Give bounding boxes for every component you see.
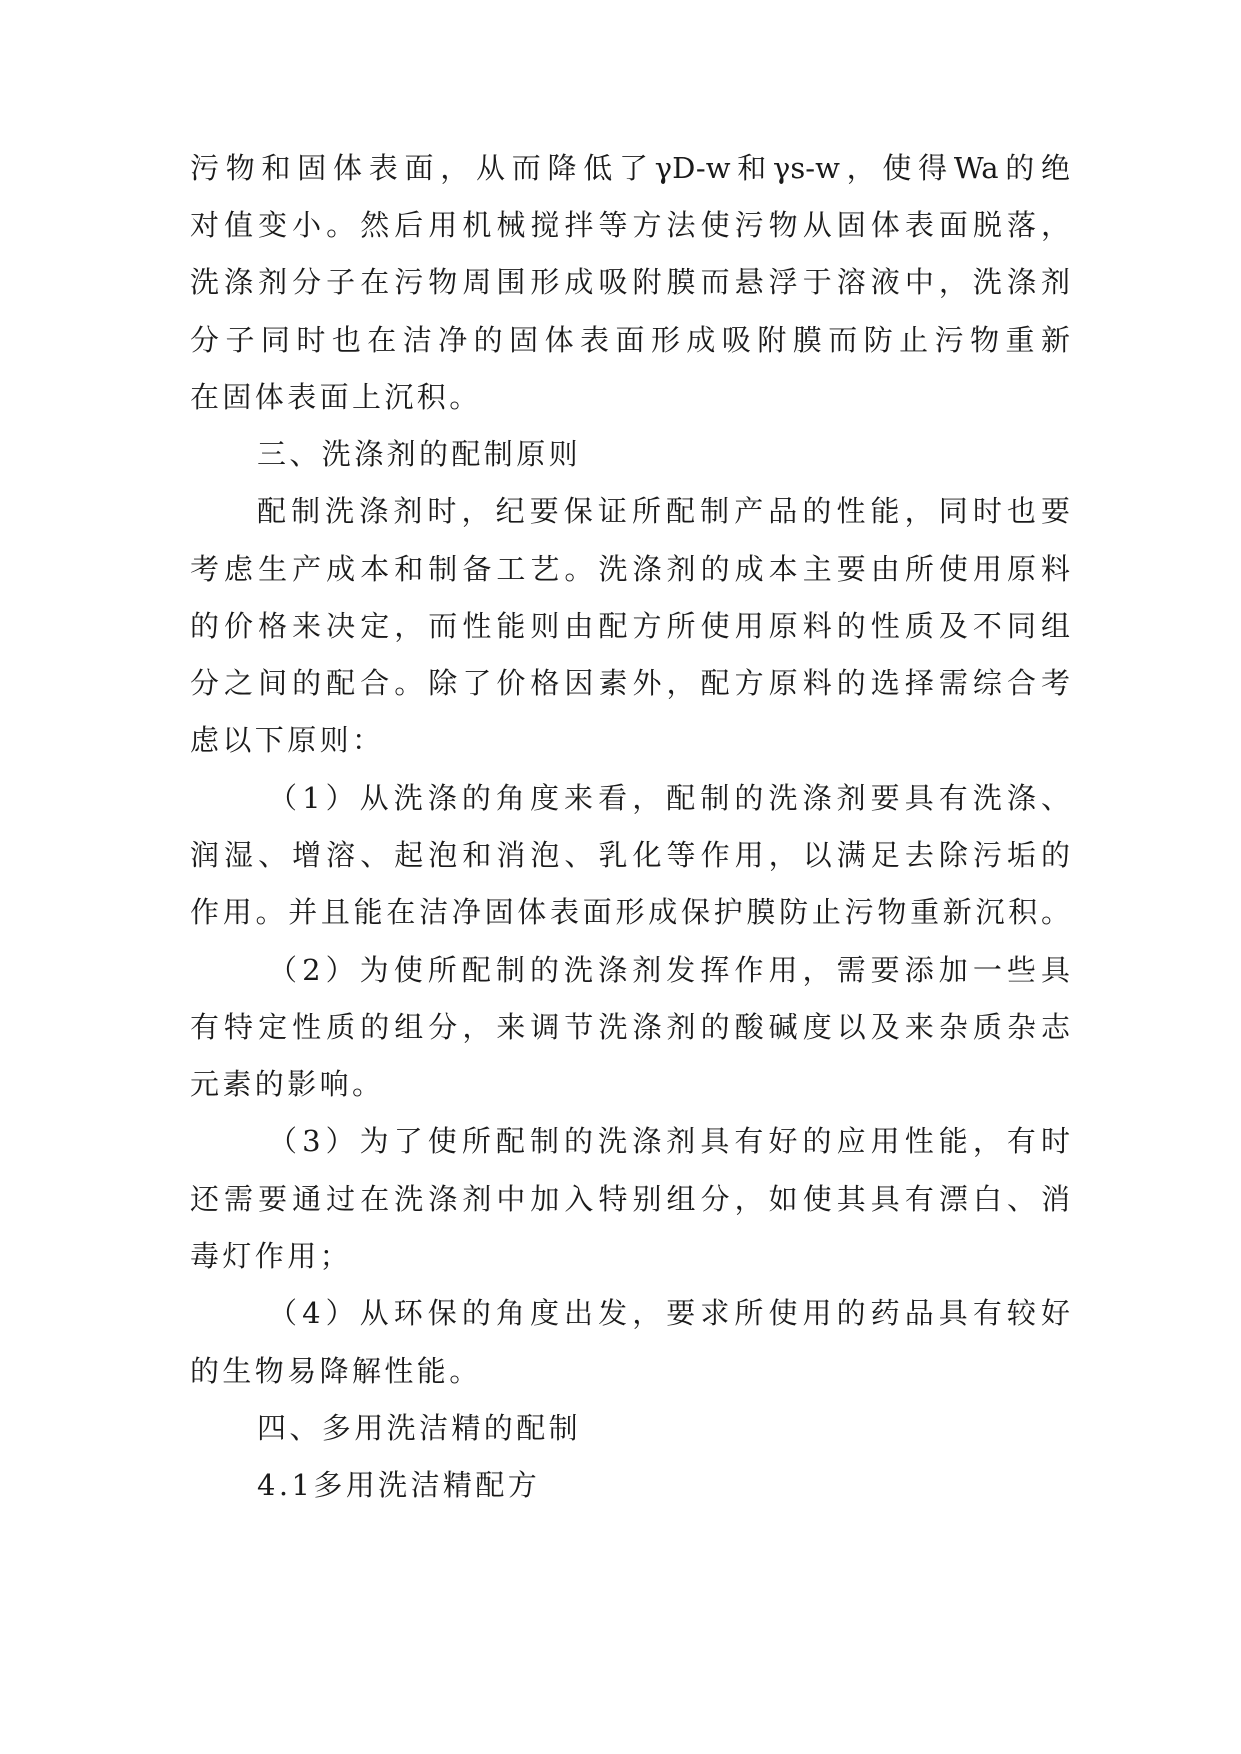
text-line: 有特定性质的组分，来调节洗涤剂的酸碱度以及来杂质杂志 [190, 1010, 1070, 1044]
text-line: 洗涤剂分子在污物周围形成吸附膜而悬浮于溶液中，洗涤剂 [190, 265, 1070, 299]
section-heading: 三、洗涤剂的配制原则 [257, 437, 582, 471]
text-line: 分子同时也在洁净的固体表面形成吸附膜而防止污物重新 [190, 323, 1070, 357]
text-line: 对值变小。然后用机械搅拌等方法使污物从固体表面脱落， [190, 208, 1070, 242]
text-line: 润湿、增溶、起泡和消泡、乳化等作用，以满足去除污垢的 [190, 838, 1070, 872]
text-line: 的生物易降解性能。 [190, 1354, 482, 1388]
text-line: 的价格来决定，而性能则由配方所使用原料的性质及不同组 [190, 609, 1070, 643]
text-line: 分之间的配合。除了价格因素外，配方原料的选择需综合考 [190, 666, 1070, 700]
text-line: 还需要通过在洗涤剂中加入特别组分，如使其具有漂白、消 [190, 1182, 1070, 1216]
subsection-heading: 4.1多用洗洁精配方 [257, 1468, 541, 1502]
text-line: 作用。并且能在洁净固体表面形成保护膜防止污物重新沉积。 [190, 895, 1070, 929]
list-item-text: （1）从洗涤的角度来看，配制的洗涤剂要具有洗涤、 [268, 781, 1070, 815]
text-line: 污物和固体表面，从而降低了γD-w和γs-w，使得Wa的绝 [190, 151, 1070, 185]
list-item-text: （2）为使所配制的洗涤剂发挥作用，需要添加一些具 [268, 953, 1070, 987]
text-line: 毒灯作用； [190, 1239, 353, 1273]
text-line: 考虑生产成本和制备工艺。洗涤剂的成本主要由所使用原料 [190, 552, 1070, 586]
text-line: 配制洗涤剂时，纪要保证所配制产品的性能，同时也要 [257, 494, 1070, 528]
text-line: 元素的影响。 [190, 1067, 385, 1101]
text-line: 在固体表面上沉积。 [190, 380, 482, 414]
section-heading: 四、多用洗洁精的配制 [257, 1411, 582, 1445]
text-line: 虑以下原则： [190, 723, 385, 757]
list-item-text: （3）为了使所配制的洗涤剂具有好的应用性能，有时 [268, 1124, 1070, 1158]
list-item-text: （4）从环保的角度出发，要求所使用的药品具有较好 [268, 1296, 1070, 1330]
